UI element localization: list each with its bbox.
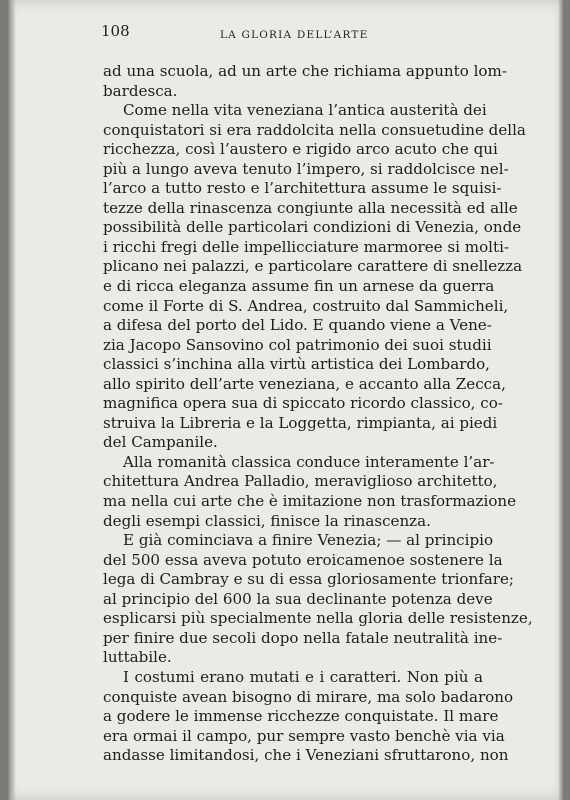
text-line: magnifica opera sua di spiccato ricordo classico, co- <box>103 394 503 413</box>
text-line: ricchezza, così l’austero e rigido arco acuto che qui <box>103 140 498 159</box>
text-line: struiva la Libreria e la Loggetta, rimpianta, ai piedi <box>103 413 498 432</box>
text-line: bardesca. <box>103 81 178 100</box>
text-line: plicano nei palazzi, e particolare carattere di snellezza <box>103 257 523 276</box>
text-line: per finire due secoli dopo nella fatale neutralità ine- <box>103 628 503 647</box>
text-line: e di ricca eleganza assume fin un arnese da guerra <box>103 277 495 296</box>
page-edge-shadow <box>558 0 563 800</box>
text-line: del 500 essa aveva potuto eroicamenoe sostenere la <box>103 550 503 569</box>
paragraph <box>103 667 514 766</box>
text-line: possibilità delle particolari condizioni di Venezia, onde <box>103 218 522 237</box>
text-line: esplicarsi più specialmente nella gloria delle resistenze, <box>103 609 533 628</box>
text-line: a difesa del porto del Lido. E quando viene a Vene- <box>103 316 492 335</box>
text-line: conquistatori si era raddolcita nella consuetudine della <box>103 120 526 139</box>
text-line: l’arco a tutto resto e l’architettura assume le squisi- <box>103 179 502 198</box>
text-line: del Campanile. <box>103 433 218 452</box>
text-line: i ricchi fregi delle impellicciature marmoree si molti- <box>103 237 509 256</box>
paragraph <box>103 452 517 531</box>
text-line: ma nella cui arte che è imitazione non trasformazione <box>103 492 517 511</box>
text-line: Alla romanità classica conduce interamente l’ar- <box>123 452 495 471</box>
text-line: degli esempi classici, finisce la rinascenza. <box>103 511 431 530</box>
body-text <box>103 62 533 766</box>
paragraph <box>103 101 526 453</box>
text-line: andasse limitandosi, che i Veneziani sfruttarono, non <box>103 746 509 765</box>
text-line: chitettura Andrea Palladio, meraviglioso architetto, <box>103 472 498 491</box>
text-line: era ormai il campo, pur sempre vasto benchè via via <box>103 726 505 745</box>
text-line: classici s’inchina alla virtù artistica dei Lombardo, <box>103 355 490 374</box>
text-line: allo spirito dell’arte veneziana, e accanto alla Zecca, <box>103 374 506 393</box>
text-line: zia Jacopo Sansovino col patrimonio dei suoi studii <box>103 335 492 354</box>
text-line: luttabile. <box>103 648 172 667</box>
book-page <box>6 0 563 800</box>
paragraph <box>103 62 507 101</box>
text-line: Come nella vita veneziana l’antica austerità dei <box>123 101 487 120</box>
text-line: tezze della rinascenza congiunte alla necessità ed alle <box>103 198 518 217</box>
book-spine-shadow <box>6 0 16 800</box>
text-line: come il Forte di S. Andrea, costruito dal Sammicheli, <box>103 296 509 315</box>
text-line: ad una scuola, ad un arte che richiama appunto lom- <box>103 62 507 80</box>
running-title: LA GLORIA DELL’ARTE <box>220 29 369 41</box>
text-line: al principio del 600 la sua declinante potenza deve <box>103 589 493 608</box>
text-line: lega di Cambray e su di essa gloriosamente trionfare; <box>103 570 515 589</box>
text-line: conquiste avean bisogno di mirare, ma solo badarono <box>103 687 514 706</box>
text-line: I costumi erano mutati e i caratteri. Non più a <box>123 667 483 686</box>
text-line: a godere le immense ricchezze conquistate. Il mare <box>103 707 499 726</box>
paragraph <box>103 531 533 668</box>
text-line: più a lungo aveva tenuto l’impero, si raddolcisce nel- <box>103 159 509 178</box>
text-line: E già cominciava a finire Venezia; — al principio <box>123 531 494 550</box>
page-number: 108 <box>101 22 130 40</box>
